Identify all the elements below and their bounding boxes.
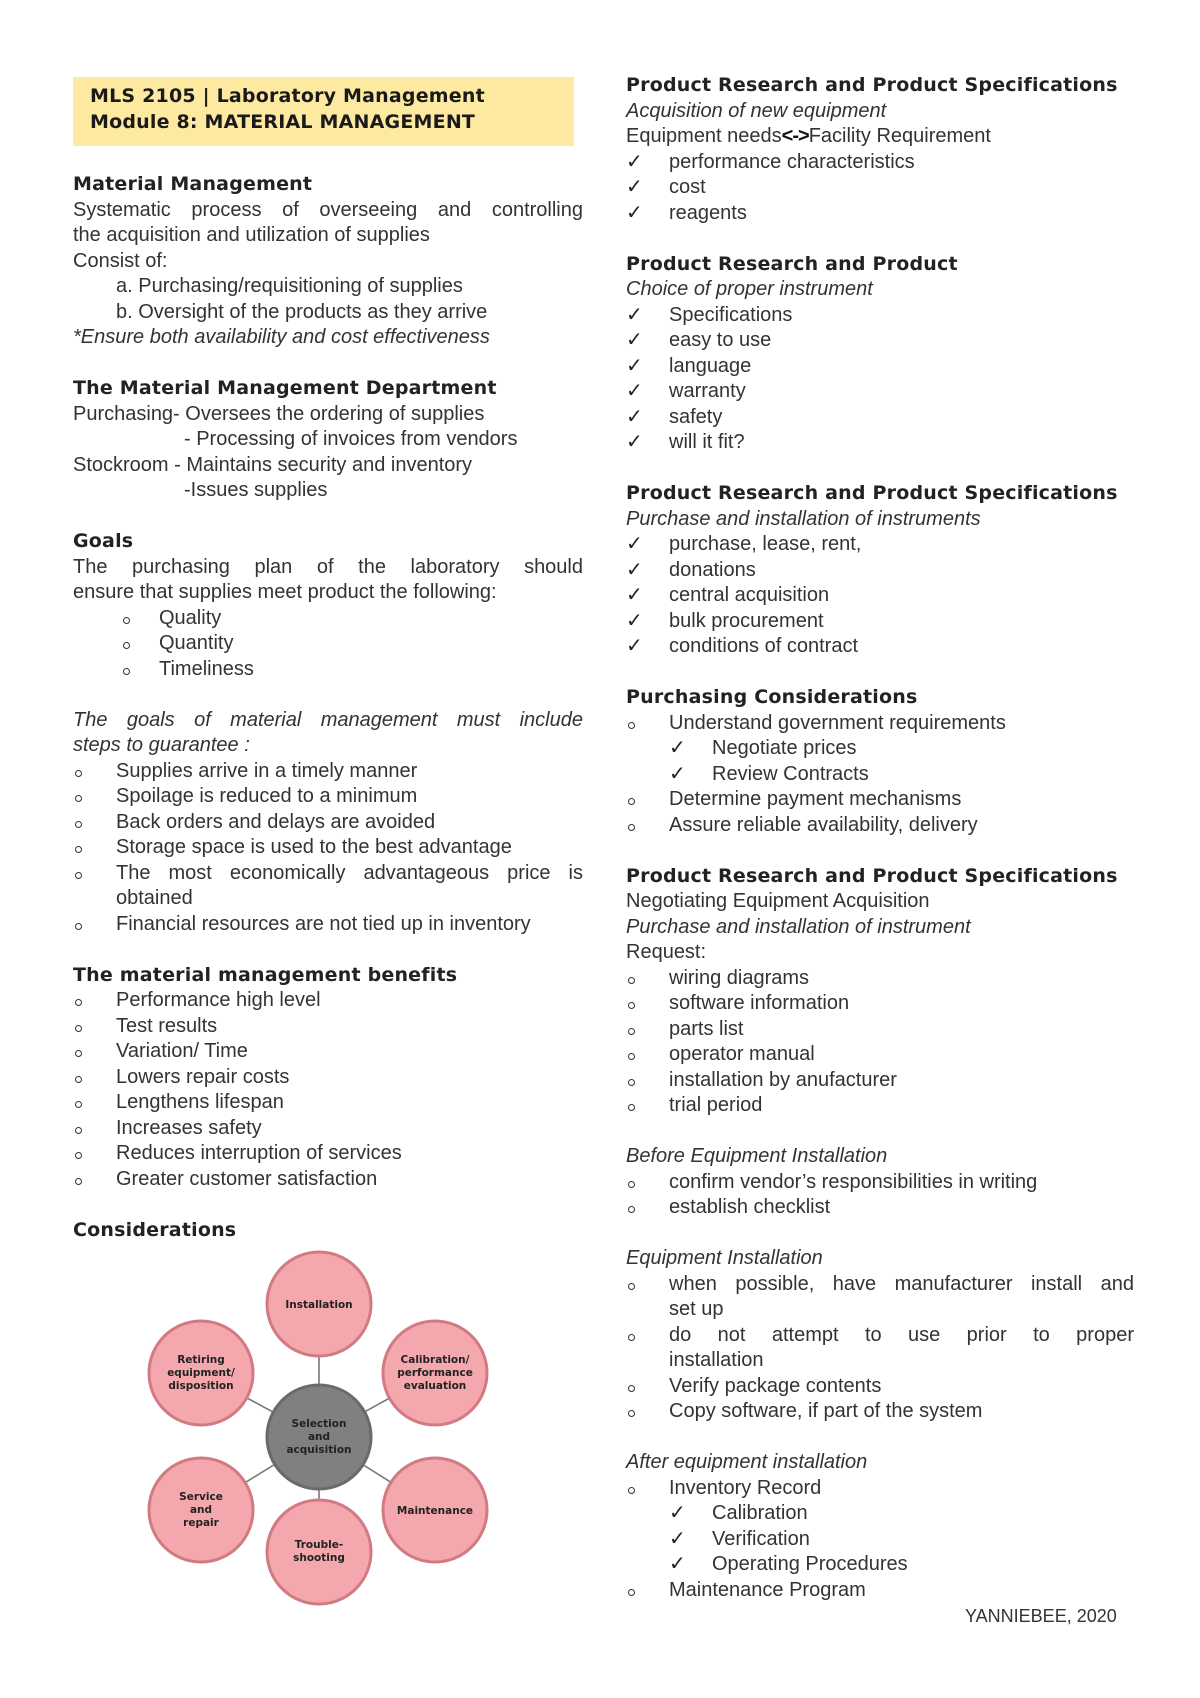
benefit-item: Test results (116, 1014, 218, 1037)
check-icon: ✓ (626, 533, 643, 555)
check-icon: ✓ (669, 1527, 686, 1550)
goal-step: Spoilage is reduced to a minimum (116, 785, 418, 807)
calibration-label: Calibration/ (400, 1354, 470, 1366)
benefit-item: Performance high level (116, 989, 321, 1011)
product-research-heading-4: Product Research and Product Specifications (626, 864, 1118, 887)
calibration-label: performance (397, 1367, 473, 1379)
goal-item: Quality (159, 606, 222, 629)
retiring-label: Retiring (177, 1354, 225, 1366)
benefit-item: Increases safety (116, 1116, 262, 1139)
check-item: ✓ purchase, lease, rent, (626, 532, 1134, 558)
product-research-heading-3: Product Research and Product Specifications (626, 482, 1118, 504)
goals-paragraph-1: The purchasing plan of the laboratory should (73, 555, 583, 578)
check-icon: ✓ (626, 380, 643, 402)
installation-label: Installation (285, 1299, 353, 1311)
considerations-diagram (143, 1248, 495, 1608)
check-icon: ✓ (626, 354, 643, 377)
selection-label: acquisition (286, 1444, 352, 1456)
definition-line-2: the acquisition and utilization of supplies (73, 224, 430, 246)
calibration-label: evaluation (403, 1380, 467, 1392)
check-icon: ✓ (669, 1502, 686, 1524)
check-subitem: ✓ Review Contracts (626, 762, 1134, 788)
check-item: ✓ performance characteristics (626, 150, 1134, 176)
goals-intro-2: steps to guarantee : (73, 734, 250, 756)
equipment-installation-heading: Equipment Installation (626, 1247, 823, 1269)
material-management-heading: Material Management (73, 173, 313, 195)
footer-credit: YANNIEBEE, 2020 (965, 1606, 1117, 1626)
purchase-instrument-line: Purchase and installation of instrument (626, 915, 971, 938)
product-research-heading-2: Product Research and Product (626, 252, 958, 275)
check-icon: ✓ (626, 150, 643, 173)
check-icon: ✓ (626, 201, 643, 224)
before-installation-heading: Before Equipment Installation (626, 1145, 888, 1167)
node-troubleshooting (267, 1500, 371, 1604)
bullet-item-continued: set up (669, 1298, 724, 1320)
benefit-item: Reduces interruption of services (116, 1142, 402, 1164)
bullet-item: when possible, have manufacturer install and (669, 1272, 1134, 1295)
goal-item: Quantity (159, 632, 234, 654)
check-icon: ✓ (626, 431, 643, 453)
dept-invoices: - Processing of invoices from vendors (184, 428, 518, 450)
acquisition-subheading: Acquisition of new equipment (626, 99, 887, 122)
troubleshooting-label: Trouble- (294, 1539, 344, 1551)
check-item: ✓ central acquisition (626, 583, 1134, 609)
negotiating-line: Negotiating Equipment Acquisition (626, 890, 930, 912)
check-subitem: ✓ Operating Procedures (626, 1552, 1134, 1578)
department-heading: The Material Management Department (73, 377, 497, 399)
goal-step: Storage space is used to the best advantage (116, 836, 512, 858)
check-subitem: ✓ Negotiate prices (626, 736, 1134, 762)
check-subitem: ✓ Verification (626, 1527, 1134, 1553)
check-item: ✓ Specifications (626, 303, 1134, 329)
goal-item: Timeliness (159, 657, 254, 680)
node-center (267, 1385, 371, 1489)
benefit-item: Variation/ Time (116, 1040, 248, 1062)
node-maintenance (383, 1458, 487, 1562)
goals-paragraph-2: ensure that supplies meet product the following: (73, 581, 497, 603)
goal-step: The most economically advantageous price is (116, 861, 583, 884)
bullet-item: trial period (669, 1094, 763, 1116)
check-subitem: ✓ Calibration (626, 1501, 1134, 1527)
selection-label: Selection (291, 1418, 347, 1430)
service-label: repair (183, 1517, 219, 1529)
node-installation (267, 1252, 371, 1356)
dept-stockroom: Stockroom - Maintains security and inventory (73, 453, 473, 476)
check-item: ✓ warranty (626, 379, 1134, 405)
consist-item-b: b. Oversight of the products as they arrive (116, 300, 488, 323)
bullet-item-continued: installation (669, 1349, 764, 1371)
benefit-item: Greater customer satisfaction (116, 1167, 378, 1190)
definition-line-1: Systematic process of overseeing and controlling (73, 198, 583, 221)
check-item: ✓ will it fit? (626, 430, 1134, 456)
check-icon: ✓ (626, 609, 643, 632)
benefits-heading: The material management benefits (73, 963, 458, 986)
retiring-label: equipment/ (167, 1367, 235, 1379)
benefit-item: Lowers repair costs (116, 1065, 290, 1088)
selection-label: and (307, 1431, 331, 1443)
consist-item-a: a. Purchasing/requisitioning of supplies (116, 275, 463, 297)
check-item: ✓ donations (626, 558, 1134, 584)
purchase-subheading: Purchase and installation of instruments (626, 507, 981, 530)
check-item: ✓ bulk procurement (626, 609, 1134, 635)
right-column (626, 73, 1134, 1603)
service-label: Service (179, 1491, 223, 1503)
check-item: ✓ conditions of contract (626, 634, 1134, 660)
node-service (149, 1458, 253, 1562)
check-item: ✓ safety (626, 405, 1134, 431)
check-item: ✓ reagents (626, 201, 1134, 227)
bullet-item: Determine payment mechanisms (669, 788, 962, 810)
goal-step: Supplies arrive in a timely manner (116, 759, 418, 782)
goal-step: Back orders and delays are avoided (116, 810, 436, 833)
double-arrow-icon: <-> (781, 125, 809, 147)
dept-issues: -Issues supplies (184, 479, 328, 501)
after-installation-heading: After equipment installation (626, 1451, 868, 1473)
retiring-label: disposition (168, 1380, 234, 1392)
check-item: ✓ cost (626, 175, 1134, 201)
purchasing-considerations-heading: Purchasing Considerations (626, 686, 918, 708)
check-icon: ✓ (626, 329, 643, 351)
dept-purchasing: Purchasing- Oversees the ordering of supplies (73, 402, 485, 425)
title-box (73, 77, 574, 146)
module-title: Module 8: MATERIAL MANAGEMENT (90, 111, 476, 133)
maintenance-label: Maintenance (396, 1505, 474, 1517)
bullet-item: software information (669, 992, 850, 1014)
left-column (73, 172, 583, 1243)
bullet-item: Maintenance Program (669, 1578, 866, 1601)
bullet-item: Assure reliable availability, delivery (669, 813, 978, 836)
check-icon: ✓ (626, 405, 643, 428)
check-icon: ✓ (669, 737, 686, 759)
check-icon: ✓ (669, 1553, 686, 1575)
check-icon: ✓ (669, 762, 686, 785)
service-label: and (189, 1504, 213, 1516)
check-item: ✓ language (626, 354, 1134, 380)
node-calibration (383, 1321, 487, 1425)
check-icon: ✓ (626, 558, 643, 581)
goal-step: Financial resources are not tied up in inventory (116, 912, 531, 935)
check-item: ✓ easy to use (626, 328, 1134, 354)
check-icon: ✓ (626, 176, 643, 198)
bullet-item: do not attempt to use prior to proper (669, 1323, 1134, 1346)
bullet-item: installation by anufacturer (669, 1068, 897, 1091)
bullet-item: Verify package contents (669, 1374, 882, 1397)
request-line: Request: (626, 941, 707, 963)
bullet-item: Understand government requirements (669, 711, 1006, 734)
node-retiring (149, 1321, 253, 1425)
product-research-heading-1: Product Research and Product Specifications (626, 74, 1118, 96)
check-icon: ✓ (626, 635, 643, 657)
bullet-item: Copy software, if part of the system (669, 1400, 983, 1422)
goals-intro-1: The goals of material management must include (73, 708, 583, 731)
check-icon: ✓ (626, 303, 643, 326)
benefit-item: Lengthens lifespan (116, 1091, 284, 1113)
troubleshooting-label: shooting (293, 1552, 345, 1564)
bullet-item: wiring diagrams (669, 966, 810, 989)
bullet-item: operator manual (669, 1043, 815, 1065)
bullet-item: Inventory Record (669, 1476, 822, 1499)
considerations-heading: Considerations (73, 1218, 237, 1241)
choice-subheading: Choice of proper instrument (626, 278, 873, 300)
ensure-note: *Ensure both availability and cost effectiveness (73, 326, 490, 348)
goals-heading: Goals (73, 530, 134, 552)
bullet-item: parts list (669, 1017, 744, 1040)
bullet-item: establish checklist (669, 1196, 831, 1218)
equipment-needs-line: Equipment needs<->Facility Requirement (626, 125, 991, 147)
consist-of: Consist of: (73, 249, 168, 272)
goal-step-continued: obtained (116, 887, 193, 909)
check-icon: ✓ (626, 584, 643, 606)
bullet-item: confirm vendor’s responsibilities in writing (669, 1170, 1038, 1193)
course-title: MLS 2105 | Laboratory Management (90, 85, 485, 107)
